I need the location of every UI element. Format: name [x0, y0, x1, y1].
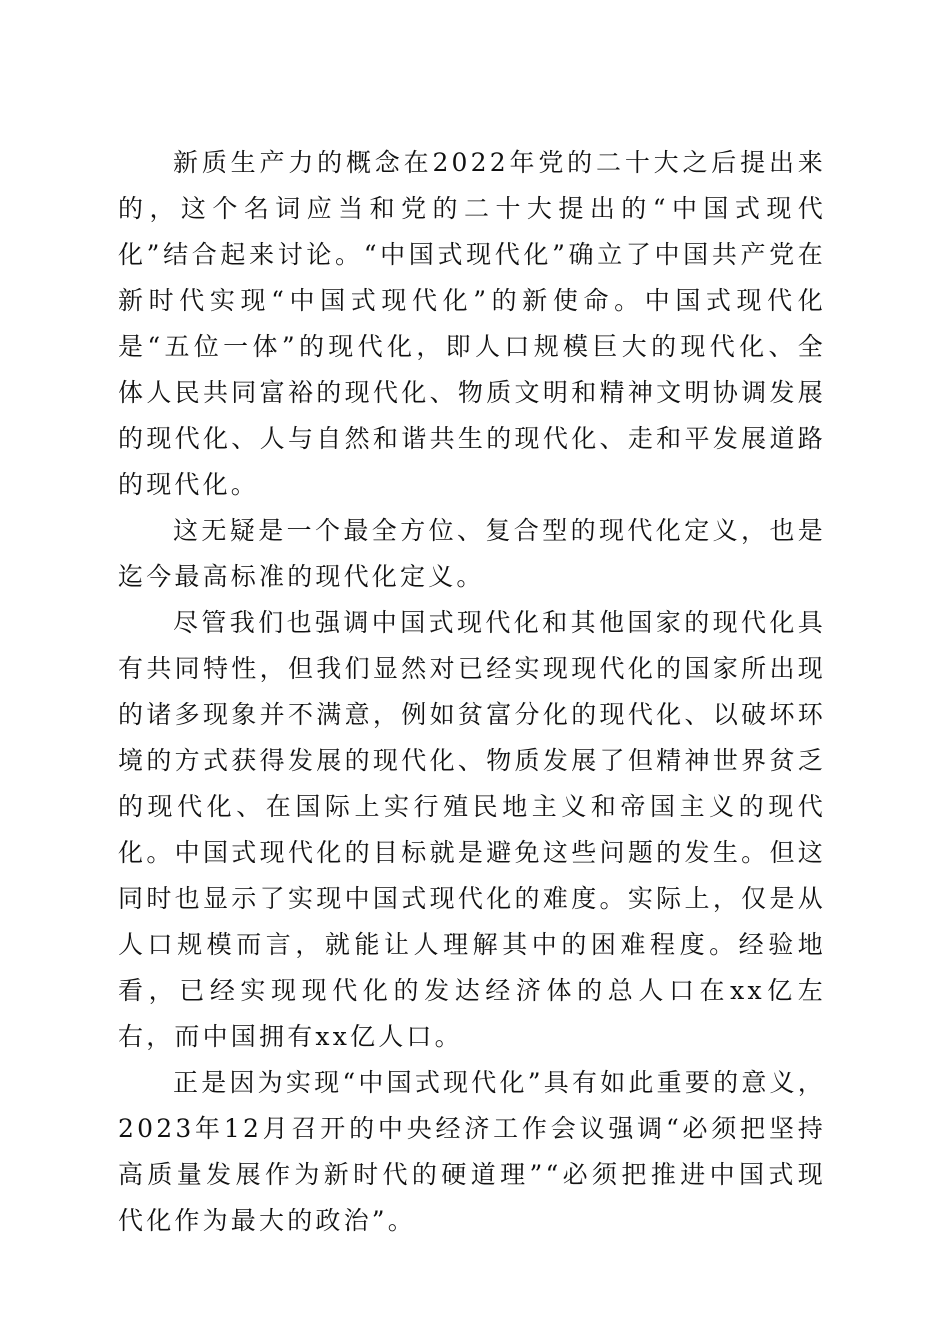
paragraph-4: 正是因为实现“中国式现代化”具有如此重要的意义，2023年12月召开的中央经济工作会议强调“必须把坚持高质量发展作为新时代的硬道理”“必须把推进中国式现代化作为最大的政治”。 [118, 1068, 826, 1235]
paragraph-3: 尽管我们也强调中国式现代化和其他国家的现代化具有共同特性，但我们显然对已经实现现代化的国家所出现的诸多现象并不满意，例如贫富分化的现代化、以破坏环境的方式获得发展的现代化、物质发展了但精神世界贫乏的现代化、在国际上实行殖民地主义和帝国主义的现代化。中国式现代化的目标就是避免这些问题的发生。但这同时也显示了实现中国式现代化的难度。实际上，仅是从人口规模而言，就能让人理解其中的困难程度。经验地看，已经实现现代化的发达经济体的总人口在xx亿左右，而中国拥有xx亿人口。 [118, 608, 826, 1051]
paragraph-1: 新质生产力的概念在2022年党的二十大之后提出来的，这个名词应当和党的二十大提出的“中国式现代化”结合起来讨论。“中国式现代化”确立了中国共产党在新时代实现“中国式现代化”的新使命。中国式现代化是“五位一体”的现代化，即人口规模巨大的现代化、全体人民共同富裕的现代化、物质文明和精神文明协调发展的现代化、人与自然和谐共生的现代化、走和平发展道路的现代化。 [118, 148, 826, 499]
document-body [118, 140, 826, 1244]
paragraph-2: 这无疑是一个最全方位、复合型的现代化定义，也是迄今最高标准的现代化定义。 [118, 516, 826, 591]
